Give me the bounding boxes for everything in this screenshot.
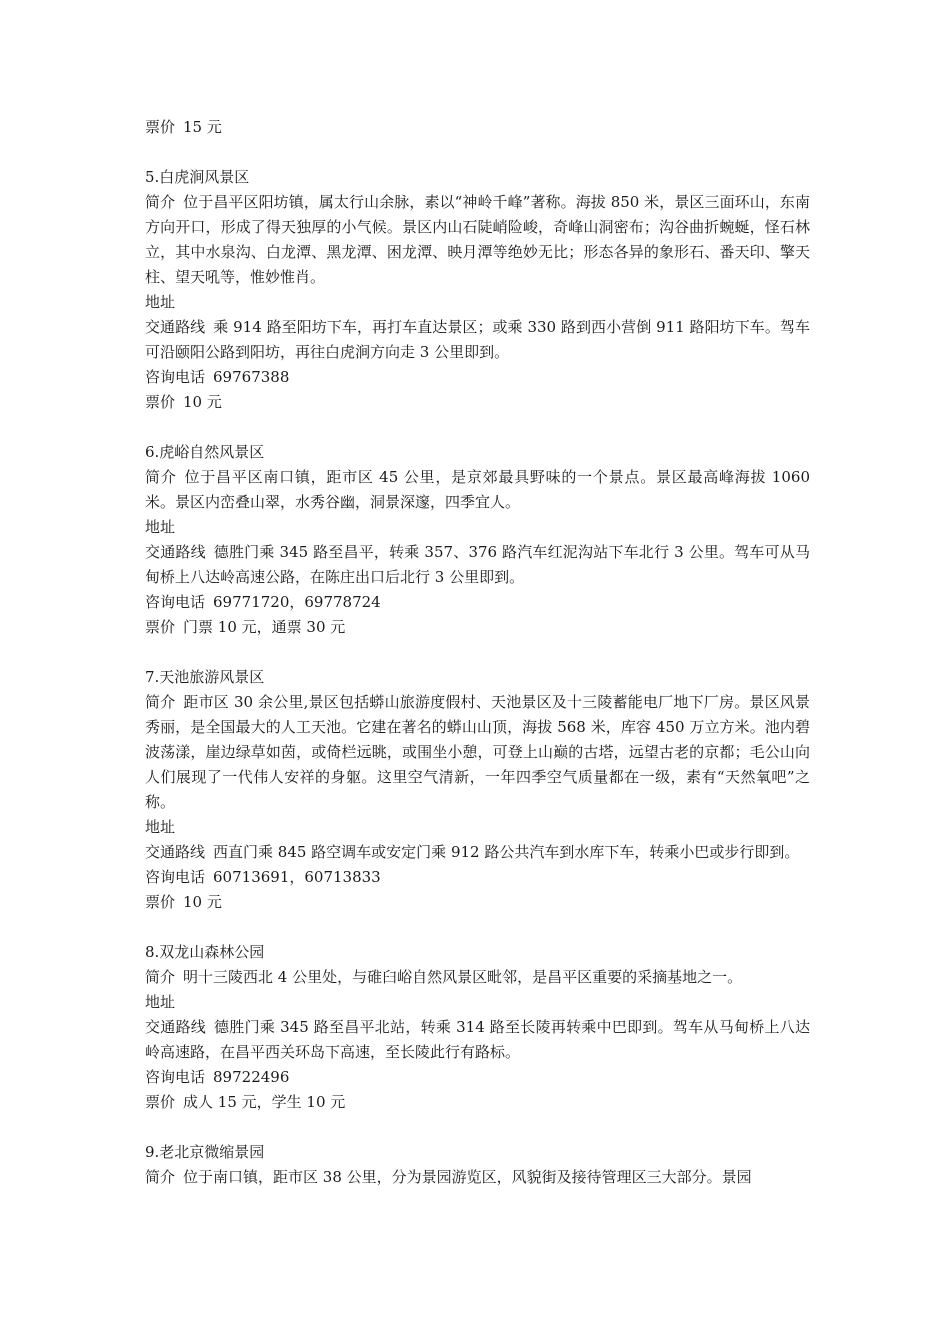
price-label: 票价 <box>145 393 176 411</box>
entry-title: 8.双龙山森林公园 <box>145 943 265 961</box>
transport-text: 乘 914 路至阳坊下车，再打车直达景区；或乘 330 路到西小营倒 911 路阳坊下车。驾车可沿颐阳公路到阳坊，再往白虎涧方向走 3 公里即到。 <box>145 318 810 361</box>
phone-label: 咨询电话 <box>145 593 206 611</box>
section-gap <box>145 640 810 665</box>
address-label: 地址 <box>145 518 176 536</box>
price-label: 票价 <box>145 893 176 911</box>
intro-text: 位于昌平区阳坊镇，属太行山余脉，素以“神岭千峰”著称。海拔 850 米，景区三面环山，东南方向开口，形成了得天独厚的小气候。景区内山石陡峭险峻，奇峰山洞密布；沟谷曲折蜿蜒，怪石林立，其中水泉沟、白龙潭、黑龙潭、困龙潭、映月潭等绝妙无比；形态各异的象形石、番天印、擎天柱、望天吼等，惟妙惟肖。 <box>145 193 810 286</box>
entry-title: 5.白虎涧风景区 <box>145 168 250 186</box>
price-value: 成人 15 元，学生 10 元 <box>183 1093 346 1111</box>
section-gap <box>145 415 810 440</box>
intro-text: 距市区 30 余公里,景区包括蟒山旅游度假村、天池景区及十三陵蓄能电厂地下厂房。景区风景秀丽，是全国最大的人工天池。它建在著名的蟒山山顶，海拔 568 米，库容 450 万立方米。池内碧波荡漾，崖边绿草如茵，或倚栏远眺，或围坐小憩，可登上山巅的古塔，远望古老的京都；毛公山向人们展现了一代伟人安祥的身躯。这里空气清新，一年四季空气质量都在一级，素有“天然氧吧”之称。 <box>145 693 810 811</box>
entry-intro <box>145 190 810 290</box>
section-gap <box>145 915 810 940</box>
entry-phone <box>145 1065 810 1090</box>
entry-intro <box>145 965 810 990</box>
entry-price <box>145 1090 810 1115</box>
intro-text: 位于南口镇，距市区 38 公里，分为景园游览区，风貌街及接待管理区三大部分。景园 <box>183 1168 752 1186</box>
scenic-entry <box>145 440 810 640</box>
price-value: 门票 10 元，通票 30 元 <box>183 618 346 636</box>
intro-label: 简介 <box>145 693 176 711</box>
transport-text: 西直门乘 845 路空调车或安定门乘 912 路公共汽车到水库下车，转乘小巴或步行即到。 <box>213 843 800 861</box>
phone-label: 咨询电话 <box>145 868 206 886</box>
intro-text: 位于昌平区南口镇，距市区 45 公里，是京郊最具野味的一个景点。景区最高峰海拔 1060 米。景区内峦叠山翠，水秀谷幽，洞景深邃，四季宜人。 <box>145 468 810 511</box>
phone-label: 咨询电话 <box>145 368 206 386</box>
ticket-price-value: 15 元 <box>183 118 222 136</box>
price-label: 票价 <box>145 618 176 636</box>
entry-intro <box>145 690 810 815</box>
entry-transport <box>145 315 810 365</box>
price-value: 10 元 <box>183 393 222 411</box>
scenic-entry <box>145 1140 810 1190</box>
transport-text: 德胜门乘 345 路至昌平，转乘 357、376 路汽车红泥沟站下车北行 3 公里。驾车可从马甸桥上八达岭高速公路，在陈庄出口后北行 3 公里即到。 <box>145 543 810 586</box>
address-label: 地址 <box>145 818 176 836</box>
ticket-price-label: 票价 <box>145 118 176 136</box>
entry-price <box>145 615 810 640</box>
intro-label: 简介 <box>145 468 177 486</box>
entry-phone <box>145 590 810 615</box>
entry-intro <box>145 465 810 515</box>
entry-phone <box>145 365 810 390</box>
entry-price <box>145 890 810 915</box>
price-label: 票价 <box>145 1093 176 1111</box>
transport-label: 交通路线 <box>145 543 206 561</box>
intro-label: 简介 <box>145 968 176 986</box>
address-label: 地址 <box>145 293 176 311</box>
intro-text: 明十三陵西北 4 公里处，与碓臼峪自然风景区毗邻，是昌平区重要的采摘基地之一。 <box>183 968 743 986</box>
entry-title: 6.虎峪自然风景区 <box>145 443 265 461</box>
entry-price <box>145 390 810 415</box>
entry-intro <box>145 1165 810 1190</box>
entry-title: 9.老北京微缩景园 <box>145 1143 265 1161</box>
entry-title: 7.天池旅游风景区 <box>145 668 265 686</box>
ticket-price-line <box>145 115 810 140</box>
phone-value: 69767388 <box>213 368 290 386</box>
section-gap <box>145 1115 810 1140</box>
intro-label: 简介 <box>145 193 176 211</box>
transport-label: 交通路线 <box>145 843 206 861</box>
entry-phone <box>145 865 810 890</box>
entry-transport <box>145 540 810 590</box>
scenic-entry <box>145 665 810 915</box>
entry-transport <box>145 1015 810 1065</box>
phone-label: 咨询电话 <box>145 1068 206 1086</box>
price-value: 10 元 <box>183 893 222 911</box>
transport-label: 交通路线 <box>145 1018 207 1036</box>
intro-label: 简介 <box>145 1168 176 1186</box>
transport-label: 交通路线 <box>145 318 206 336</box>
section-gap <box>145 140 810 165</box>
scenic-entry <box>145 940 810 1115</box>
scenic-entry <box>145 165 810 415</box>
phone-value: 60713691，60713833 <box>213 868 381 886</box>
address-label: 地址 <box>145 993 176 1011</box>
transport-text: 德胜门乘 345 路至昌平北站，转乘 314 路至长陵再转乘中巴即到。驾车从马甸桥上八达岭高速路，在昌平西关环岛下高速，至长陵此行有路标。 <box>145 1018 810 1061</box>
phone-value: 89722496 <box>213 1068 290 1086</box>
document-page <box>145 115 810 1190</box>
entry-transport <box>145 840 810 865</box>
phone-value: 69771720，69778724 <box>213 593 381 611</box>
